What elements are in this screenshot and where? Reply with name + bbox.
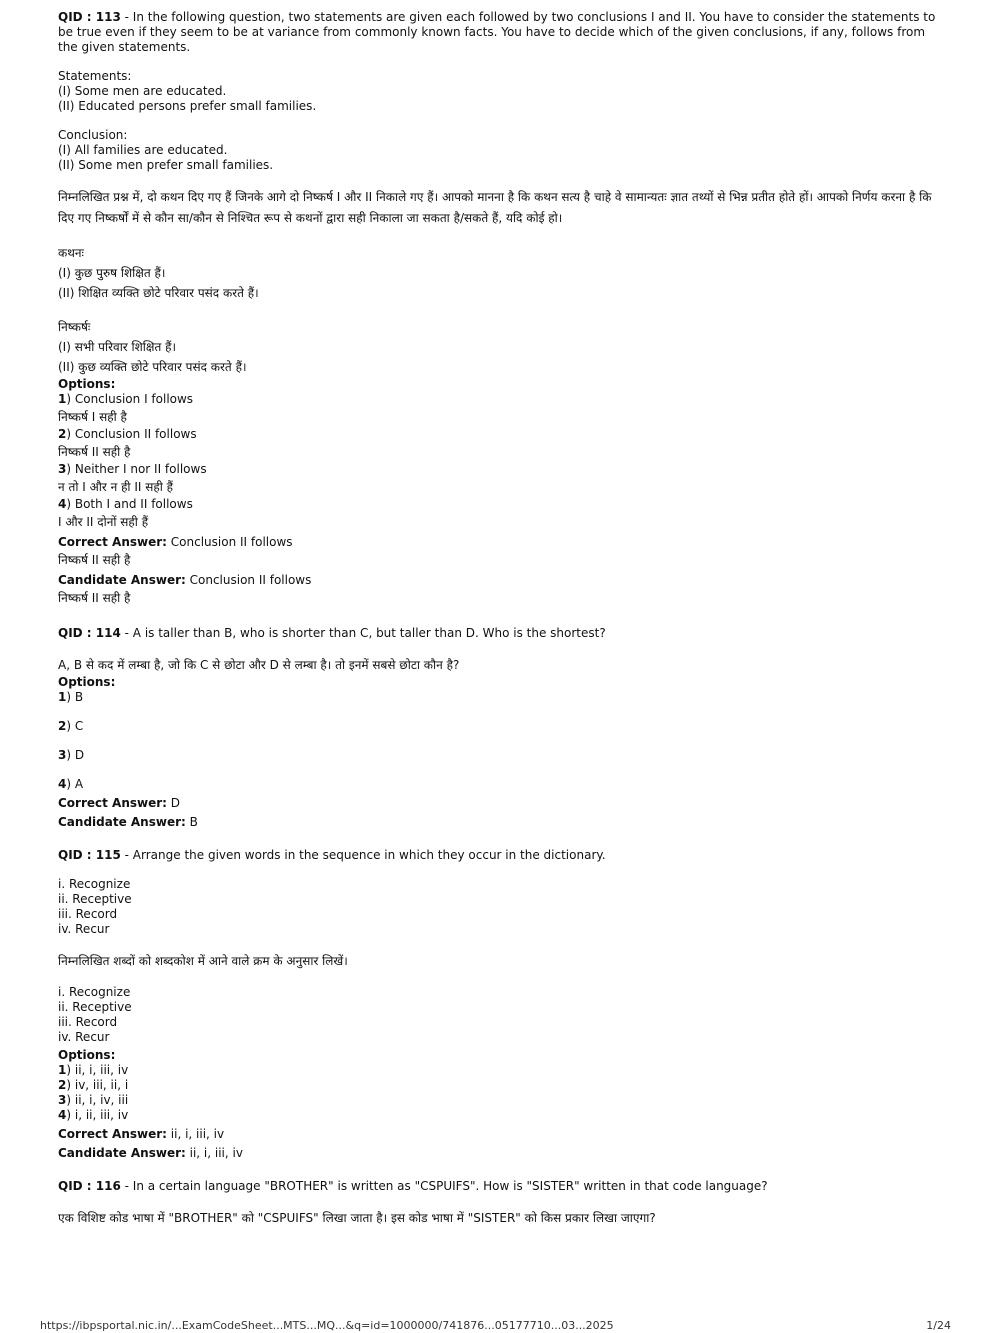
option-4: 4) Both I and II follows: [58, 497, 193, 511]
options-label: Options:: [58, 675, 116, 689]
statements-label-hindi: कथनः: [58, 246, 84, 260]
qid-label: QID : 116: [58, 1179, 121, 1193]
statement-1-hindi: (I) कुछ पुरुष शिक्षित हैं।: [58, 266, 166, 280]
option-1: 1) ii, i, iii, iv: [58, 1063, 129, 1077]
footer-page-number: 1/24: [926, 1319, 951, 1332]
candidate-answer: Candidate Answer: ii, i, iii, iv: [58, 1146, 243, 1160]
word-3-hindi-section: iii. Record: [58, 1015, 118, 1029]
question-116: [58, 1179, 943, 1228]
option-3: 3) D: [58, 748, 85, 762]
correct-answer: Correct Answer: Conclusion II follows: [58, 535, 293, 549]
word-4: iv. Recur: [58, 922, 110, 936]
word-2-hindi-section: ii. Receptive: [58, 1000, 132, 1014]
question-text-hindi: A, B से कद में लम्बा है, जो कि C से छोटा और D से लम्बा है। तो इनमें सबसे छोटा कौन है?: [58, 658, 460, 672]
correct-answer: Correct Answer: ii, i, iii, iv: [58, 1127, 225, 1141]
conclusion-1: (I) All families are educated.: [58, 143, 228, 157]
question-text: QID : 115 - Arrange the given words in the sequence in which they occur in the dictionary.: [58, 848, 606, 862]
question-text-hindi: निम्नलिखित प्रश्न में, दो कथन दिए गए हैं जिनके आगे दो निष्कर्ष I और II निकाले गए हैं। आपको मानना है कि कथन सत्य है चाहे वे सामान्यतः ज्ञात तथ्यों से भिन्न प्रतीत होते हों। आपको निर्णय करना है कि दिए गए निष्कर्षों में से कौन सा/कौन से निश्चित रूप से कथनों द्वारा सही निकाला जा सकता है/सकते हैं, यदि कोई हो।: [58, 190, 932, 225]
footer-url[interactable]: https://ibpsportal.nic.in/...ExamCodeSheet...MTS...MQ...&q=id=1000000/741876...05177710...03...2025: [40, 1319, 614, 1332]
option-3: 3) ii, i, iv, iii: [58, 1093, 129, 1107]
candidate-answer: Candidate Answer: B: [58, 815, 198, 829]
candidate-answer-hindi: निष्कर्ष II सही है: [58, 591, 131, 605]
statement-2-hindi: (II) शिक्षित व्यक्ति छोटे परिवार पसंद करते हैं।: [58, 286, 259, 300]
conclusion-2-hindi: (II) कुछ व्यक्ति छोटे परिवार पसंद करते हैं।: [58, 360, 247, 374]
statements-label: Statements:: [58, 69, 132, 83]
word-1: i. Recognize: [58, 877, 131, 891]
statement-1: (I) Some men are educated.: [58, 84, 227, 98]
option-4: 4) A: [58, 777, 84, 791]
options-label: Options:: [58, 377, 116, 391]
word-1-hindi-section: i. Recognize: [58, 985, 131, 999]
option-4-hindi: I और II दोनों सही हैं: [58, 515, 149, 529]
word-3: iii. Record: [58, 907, 118, 921]
options-label: Options:: [58, 1048, 116, 1062]
option-1: 1) B: [58, 690, 84, 704]
correct-answer-hindi: निष्कर्ष II सही है: [58, 553, 131, 567]
question-113: [58, 10, 943, 608]
option-4: 4) i, ii, iii, iv: [58, 1108, 129, 1122]
candidate-answer: Candidate Answer: Conclusion II follows: [58, 573, 312, 587]
question-115: [58, 848, 943, 1161]
qid-label: QID : 114: [58, 626, 121, 640]
qid-label: QID : 113: [58, 10, 121, 24]
qid-label: QID : 115: [58, 848, 121, 862]
question-text: QID : 113 - In the following question, two statements are given each followed by two conclusions I and II. You have to consider the statements to be true even if they seem to be at variance from commonly known facts. You have to decide which of the given conclusions, if any, follows from the given statements.: [58, 10, 936, 54]
question-text: QID : 116 - In a certain language "BROTHER" is written as "CSPUIFS". How is "SISTER" written in that code language?: [58, 1179, 768, 1193]
question-text-hindi: निम्नलिखित शब्दों को शब्दकोश में आने वाले क्रम के अनुसार लिखें।: [58, 954, 348, 968]
option-3-hindi: न तो I और न ही II सही हैं: [58, 480, 174, 494]
option-2: 2) C: [58, 719, 84, 733]
statement-2: (II) Educated persons prefer small families.: [58, 99, 317, 113]
conclusion-2: (II) Some men prefer small families.: [58, 158, 274, 172]
option-2-hindi: निष्कर्ष II सही है: [58, 445, 131, 459]
option-2: 2) iv, iii, ii, i: [58, 1078, 129, 1092]
question-114: [58, 626, 943, 830]
conclusion-label: Conclusion:: [58, 128, 128, 142]
word-4-hindi-section: iv. Recur: [58, 1030, 110, 1044]
word-2: ii. Receptive: [58, 892, 132, 906]
document-page: [58, 10, 943, 1228]
conclusion-label-hindi: निष्कर्षः: [58, 320, 91, 334]
question-text-hindi: एक विशिष्ट कोड भाषा में "BROTHER" को "CSPUIFS" लिखा जाता है। इस कोड भाषा में "SISTER" को किस प्रकार लिखा जाएगा?: [58, 1211, 656, 1225]
option-3: 3) Neither I nor II follows: [58, 462, 207, 476]
correct-answer: Correct Answer: D: [58, 796, 181, 810]
option-2: 2) Conclusion II follows: [58, 427, 197, 441]
option-1-hindi: निष्कर्ष I सही है: [58, 410, 127, 424]
conclusion-1-hindi: (I) सभी परिवार शिक्षित हैं।: [58, 340, 177, 354]
option-1: 1) Conclusion I follows: [58, 392, 194, 406]
question-text: QID : 114 - A is taller than B, who is shorter than C, but taller than D. Who is the shortest?: [58, 626, 606, 640]
